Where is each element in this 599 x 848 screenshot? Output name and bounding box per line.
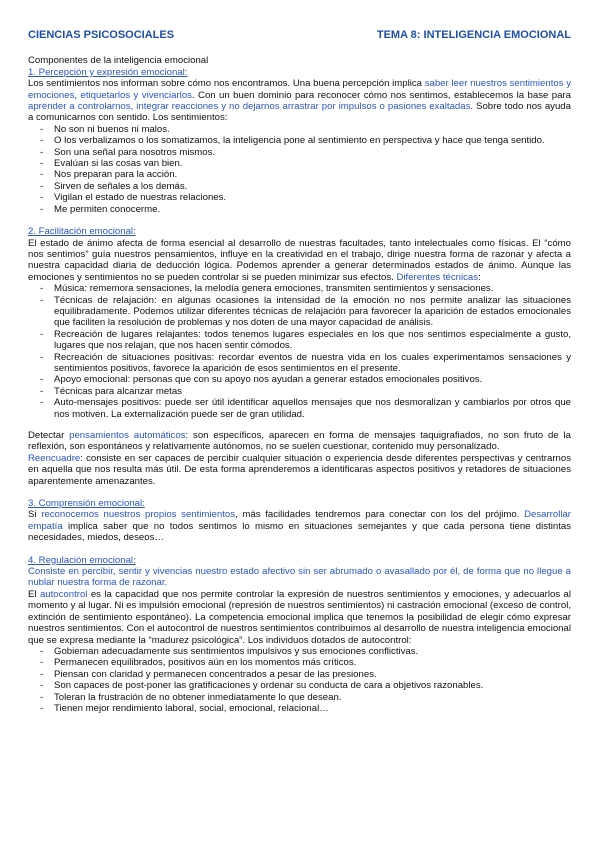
list-item: - Toleran la frustración de no obtener inmediatamente lo que desean. <box>40 692 571 703</box>
section-1 <box>28 67 571 215</box>
list-item: - Me permiten conocerme. <box>40 204 571 215</box>
list-item: - Evalúan si las cosas van bien. <box>40 158 571 169</box>
list-item: - Música: rememora sensaciones, la melodía genera emociones, transmiten sentimientos y sensaciones. <box>40 283 571 294</box>
list-item: - Apoyo emocional: personas que con su apoyo nos ayudan a generar estados emocionales positivos. <box>40 374 571 385</box>
list-item: - Técnicas de relajación: en algunas ocasiones la intensidad de la emoción no nos permite analizar las situaciones equilibradamente. Podemos utilizar diferentes técnicas de relajación para favorecer la aparición de estados emocionales que faciliten la resolución de problemas y nos doten de una mayor capacidad de análisis. <box>40 295 571 329</box>
section-4-paragraph: El autocontrol es la capacidad que nos permite controlar la expresión de nuestros sentimientos y emociones, y adecuarlos al momento y al lugar. Ni es impulsión emocional (represión de nuestros sentimientos) ni castración emocional (exceso de control, extinción de sentimiento espontáneo). La competencia emocional implica que tenemos la posibilidad de elegir cómo expresar nuestros sentimientos. Con el autocontrol de nuestros sentimientos contribuimos al desarrollo de nuestra inteligencia emocional que se expresa mediante la “madurez psicológica”. Los individuos dotados de autocontrol: <box>28 588 571 646</box>
list-item: - Gobiernan adecuadamente sus sentimientos impulsivos y sus emociones conflictivas. <box>40 646 571 657</box>
section-4 <box>28 555 571 715</box>
list-item: - Nos preparan para la acción. <box>40 169 571 180</box>
list-item: - O los verbalizamos o los somatizamos, la inteligencia pone al sentimiento en perspectiva y hace que tenga sentido. <box>40 135 571 146</box>
list-item: - Son una señal para nosotros mismos. <box>40 147 571 158</box>
reframing-paragraph: Reencuadre: consiste en ser capaces de percibir cualquier situación o experiencia desde diferentes perspectivas y centrarnos en aquella que nos resulta más útil. De esta forma aprenderemos a identificaras aspectos positivos y retadores de situaciones aparentemente amenazantes. <box>28 452 571 487</box>
list-item: - Auto-mensajes positivos: puede ser útil identificar aquellos mensajes que nos desmoralizan y cambiarlos por otros que nos motiven. La externalización puede ser de gran utilidad. <box>40 397 571 420</box>
list-item: - Sirven de señales a los demás. <box>40 181 571 192</box>
list-item: - Recreación de situaciones positivas: recordar eventos de nuestra vida en los cuales experimentamos sensaciones y sentimientos positivos, favorece la aparición de esos sentimientos en el presente. <box>40 352 571 375</box>
section-3-title: 3. Comprensión emocional: <box>28 498 145 510</box>
section-2 <box>28 226 571 487</box>
section-2-title: 2. Facilitación emocional: <box>28 226 136 238</box>
list-item: - Recreación de lugares relajantes: todos tenemos lugares especiales en los que nos sentimos especialmente a gusto, lugares que nos relajan, que nos hacen sentir cómodos. <box>40 329 571 352</box>
intro-line: Componentes de la inteligencia emocional <box>28 55 209 67</box>
automatic-thoughts-paragraph: Detectar pensamientos automáticos: son específicos, aparecen en forma de mensajes taquigrafiados, no son fruto de la reflexión, son espontáneos y relativamente autónomos, no se suelen cuestionar, contenido muy personalizado. <box>28 430 571 453</box>
section-3-paragraph: Si reconocemos nuestros propios sentimientos, más facilidades tendremos para conectar con los del prójimo. Desarrollar empatía implica saber que no todos sentimos lo mismo en situaciones semejantes y que cada persona tiene distintas necesidades, miedos, deseos… <box>28 509 571 544</box>
section-4-title: 4. Regulación emocional: <box>28 554 136 566</box>
section-3 <box>28 498 571 544</box>
section-2-list <box>28 283 571 420</box>
section-1-list <box>28 124 571 215</box>
list-item: - Técnicas para alcanzar metas <box>40 386 571 397</box>
list-item: - No son ni buenos ni malos. <box>40 124 571 135</box>
section-2-paragraph: El estado de ánimo afecta de forma esencial al desarrollo de nuestras facultades, tanto intelectuales como físicas. El “cómo nos sentimos” guía nuestros pensamientos, influye en la creatividad en el trabajo, dirige nuestra forma de razonar y afecta a nuestra capacidad diaria de deducción lógica. Podemos aprender a generar determinados estados de ánimo. Aunque las emociones y sentimientos no se pueden controlar si se pueden minimizar sus efectos. Diferentes técnicas: <box>28 237 571 283</box>
section-4-list <box>28 646 571 714</box>
section-1-paragraph: Los sentimientos nos informan sobre cómo nos encontramos. Una buena percepción implica saber leer nuestros sentimientos y emociones, etiquetarlos y vivenciarlos. Con un buen dominio para reconocer cómo nos sentimos, establecemos la base para aprender a controlarnos, integrar reacciones y no dejarnos arrastrar por impulsos o pasiones exaltadas. Sobre todo nos ayuda a comunicarnos con sentido. Los sentimientos: <box>28 78 571 124</box>
section-1-title: 1. Percepción y expresión emocional: <box>28 66 188 78</box>
list-item: - Vigilan el estado de nuestras relaciones. <box>40 192 571 203</box>
list-item: - Son capaces de post-poner las gratificaciones y ordenar su conducta de cara a objetivos razonables. <box>40 680 571 691</box>
section-4-definition: Consiste en percibir, sentir y vivencias nuestro estado afectivo sin ser abrumado o avasallado por él, de forma que no llegue a nublar nuestra forma de razonar. <box>28 566 571 589</box>
list-item: - Permanecen equilibrados, positivos aún en los momentos más críticos. <box>40 657 571 668</box>
header-topic: TEMA 8: INTELIGENCIA EMOCIONAL <box>376 29 571 41</box>
list-item: - Piensan con claridad y permanecen concentrados a pesar de las presiones. <box>40 669 571 680</box>
header-subject: CIENCIAS PSICOSOCIALES <box>28 29 175 41</box>
page-header <box>28 30 571 41</box>
list-item: - Tienen mejor rendimiento laboral, social, emocional, relacional… <box>40 703 571 714</box>
